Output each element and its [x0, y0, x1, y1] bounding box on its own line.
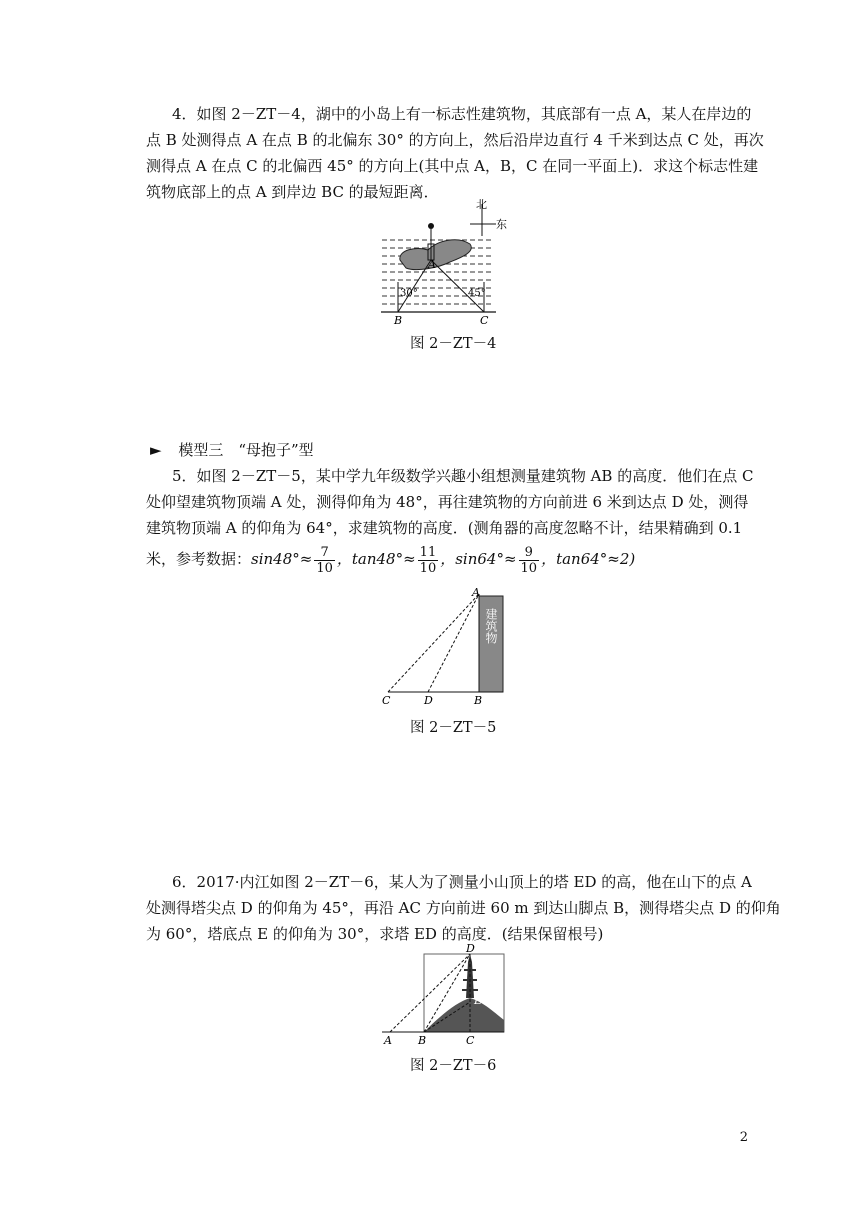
point-a-label: A: [472, 586, 480, 599]
p4-line-4: 筑物底部上的点 A 到岸边 BC 的最短距离．: [146, 183, 439, 201]
fraction-11-10: $\frac{11}{10}$: [419, 544, 437, 576]
point-d-label: D: [466, 942, 475, 955]
point-b-label: B: [474, 694, 483, 707]
point-c-label: C: [382, 694, 391, 707]
p5-ref-2: ，tan48°≈: [336, 550, 416, 568]
p5-line-4: [146, 540, 635, 578]
point-a-label: A: [428, 258, 436, 271]
p5-line-3: 建筑物顶端 A 的仰角为 64°，求建筑物的高度．(测角器的高度忽略不计，结果精确到 0.1: [146, 519, 743, 537]
p5-ref-prefix: 米，参考数据：: [146, 550, 252, 568]
figure-2-zt-6: [378, 940, 510, 1050]
p5-line-1: 5．如图 2－ZT－5，某中学九年级数学兴趣小组想测量建筑物 AB 的高度．他们在点 C: [172, 467, 754, 485]
p4-line-2: 点 B 处测得点 A 在点 B 的北偏东 30° 的方向上，然后沿岸边直行 4 千米到达点 C 处，再次: [146, 131, 764, 149]
figure-2-zt-4: [376, 196, 516, 328]
p5-ref-3: ，sin64°≈: [440, 550, 517, 568]
fraction-7-10: $\frac{7}{10}$: [316, 544, 333, 576]
point-b-label: B: [394, 314, 403, 327]
section-header: [150, 440, 314, 460]
section-marker: ►: [150, 441, 162, 459]
p5-line-2: 处仰望建筑物顶端 A 处，测得仰角为 48°，再往建筑物的方向前进 6 米到达点 D 处，测得: [146, 493, 749, 511]
angle-30-label: 30°: [400, 288, 418, 299]
p5-ref-4: ，tan64°≈2): [541, 550, 636, 568]
point-c-label: C: [466, 1034, 475, 1047]
page-number: 2: [739, 1130, 748, 1145]
building-label: 建筑物: [484, 608, 498, 644]
section-title: 模型三 “母抱子”型: [178, 441, 314, 459]
p4-line-3: 测得点 A 在点 C 的北偏西 45° 的方向上(其中点 A，B，C 在同一平面上)．求这个标志性建: [146, 157, 759, 175]
p6-line-1: 6．2017·内江如图 2－ZT－6，某人为了测量小山顶上的塔 ED 的高，他在山下的点 A: [172, 873, 752, 891]
hill: [424, 998, 504, 1032]
point-a-label: A: [384, 1034, 392, 1047]
point-d-label: D: [424, 694, 433, 707]
p5-ref-1: sin48°≈: [251, 550, 313, 568]
p4-line-1: 4．如图 2－ZT－4，湖中的小岛上有一标志性建筑物，其底部有一点 A，某人在岸边的: [172, 105, 752, 123]
angle-45-label: 45°: [468, 288, 486, 299]
east-label: 东: [496, 218, 507, 231]
caption-2-zt-5: 图 2－ZT－5: [410, 720, 497, 736]
p6-line-3: 为 60°，塔底点 E 的仰角为 30°，求塔 ED 的高度．(结果保留根号): [146, 925, 604, 943]
point-b-label: B: [418, 1034, 427, 1047]
north-label: 北: [476, 198, 487, 211]
point-c-label: C: [480, 314, 489, 327]
fraction-9-10: $\frac{9}{10}$: [520, 544, 538, 576]
caption-2-zt-6: 图 2－ZT－6: [410, 1058, 497, 1074]
figure-2-zt-5: [376, 586, 516, 710]
p6-line-2: 处测得塔尖点 D 的仰角为 45°，再沿 AC 方向前进 60 m 到达山脚点 B，测得塔尖点 D 的仰角: [146, 899, 781, 917]
caption-2-zt-4: 图 2－ZT－4: [410, 336, 497, 352]
point-e-label: E: [474, 994, 483, 1007]
